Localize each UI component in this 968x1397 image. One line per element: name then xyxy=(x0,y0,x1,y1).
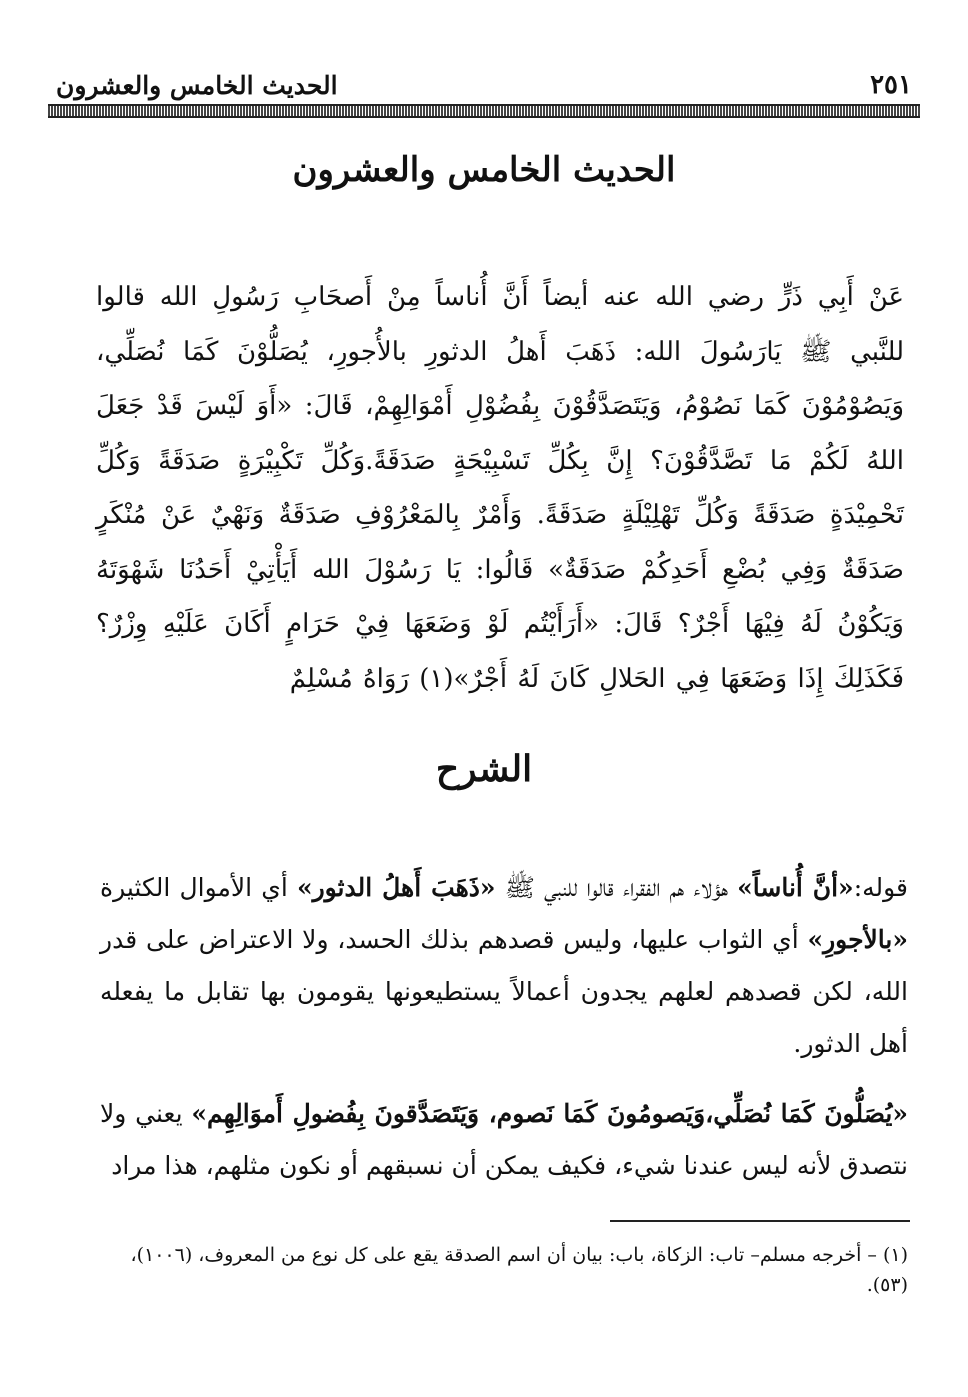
footnote: (١) – أخرجه مسلم– تاب: الزكاة، باب: بيان أن اسم الصدقة يقع على كل نوع من المعروف، (١٠٠٦)، (٥٣). xyxy=(130,1244,908,1296)
running-title: الحديث الخامس والعشرون xyxy=(56,71,338,100)
p2-quote: «يُصَلُّونَ كَمَا نُصَلِّي،وَيَصومُونَ كَمَا نَصوم، وَيَتَصَدَّقونَ بِفُضولِ أَموَالِهِم» xyxy=(191,1099,909,1128)
p1-quote-3: «بالأجورِ» xyxy=(807,925,908,954)
footnote-rule xyxy=(610,1220,910,1222)
header-rule xyxy=(48,104,920,118)
sharh-paragraph-1 xyxy=(100,862,908,1070)
p1-text-3: أي الثواب عليها، وليس قصدهم بذلك الحسد، ولا الاعتراض على قدر الله، لكن قصدهم لعلهم يجدون أعمالاً يستطيعونها يقومون بها تقابل ما يفعله أهل الدثور. xyxy=(100,925,908,1058)
p1-quote-2: «ذَهَبَ أَهلُ الدثور» xyxy=(296,873,496,902)
p1-intro: قوله: xyxy=(853,873,908,902)
running-head xyxy=(56,56,912,100)
p1-text-2: أي الأموال الكثيرة xyxy=(100,873,297,902)
p1-quote-1: «أنَّ أُناساً» xyxy=(737,873,854,902)
hadith-title: الحديث الخامس والعشرون xyxy=(292,150,676,190)
sharh-paragraph-2 xyxy=(100,1088,908,1192)
sharh-title: الشرح xyxy=(435,748,533,790)
p2-text: يعني ولا نتصدق لأنه ليس عندنا شيء، فكيف يمكن أن نسبقهم أو نكون مثلهم، هذا مراد xyxy=(100,1099,908,1180)
p1-text-1: هؤلاء هم الفقراء قالوا للنبي ﷺ xyxy=(495,873,738,902)
page-number: ٢٥١ xyxy=(870,70,912,100)
hadith-text: عَنْ أَبِي ذَرٍّ رضي الله عنه أيضاً أَنَّ أُناساً مِنْ أَصحَابِ رَسُولِ الله قالوا للنَّبي ﷺ يَارَسُولَ الله: ذَهَبَ أَهلُ الدثورِ بالأُجورِ، يُصَلُّوْنَ كَمَا نُصَلِّي، وَيَصُوْمُوْنَ كَمَا نَصُوْمُ، وَيَتَصَدَّقُوْنَ بِفُضُوْلِ أَمْوَالِهِمْ، قَالَ: «أَوَ لَيْسَ قَدْ جَعَلَ اللهُ لَكُمْ مَا تَصَّدَّقُوْنَ؟ إِنَّ بِكُلِّ تَسْبِيْحَةٍ صَدَقَةً.وَكُلِّ تَكْبِيْرَةٍ صَدَقَةً وَكُلِّ تَحْمِيْدَةٍ صَدَقَةً وَكُلِّ تَهْلِيْلَةٍ صَدَقَةً. وَأَمْرٌ بِالمَعْرُوْفِ صَدَقَةٌ وَنَهْيٌ عَنْ مُنْكَرٍ صَدَقَةٌ وَفِي بُضْعِ أَحَدِكُمْ صَدَقَةٌ» قَالُوا: يَا رَسُوْلَ الله أَيَأْتِيْ أَحَدُنَا شَهْوَتَهُ وَيَكُوْنُ لَهُ فِيْهَا أَجْرٌ؟ قَالَ: «أَرَأَيْتُم لَوْ وَضَعَهَا فِيْ حَرَامٍ أَكَانَ عَلَيْهِ وِزْرٌ؟ فَكَذَلِكَ إِذَا وَضَعَهَا فِي الحَلالِ كَانَ لَهُ أَجْرٌ»(١) رَوَاهُ مُسْلِمٌ xyxy=(96,282,904,694)
